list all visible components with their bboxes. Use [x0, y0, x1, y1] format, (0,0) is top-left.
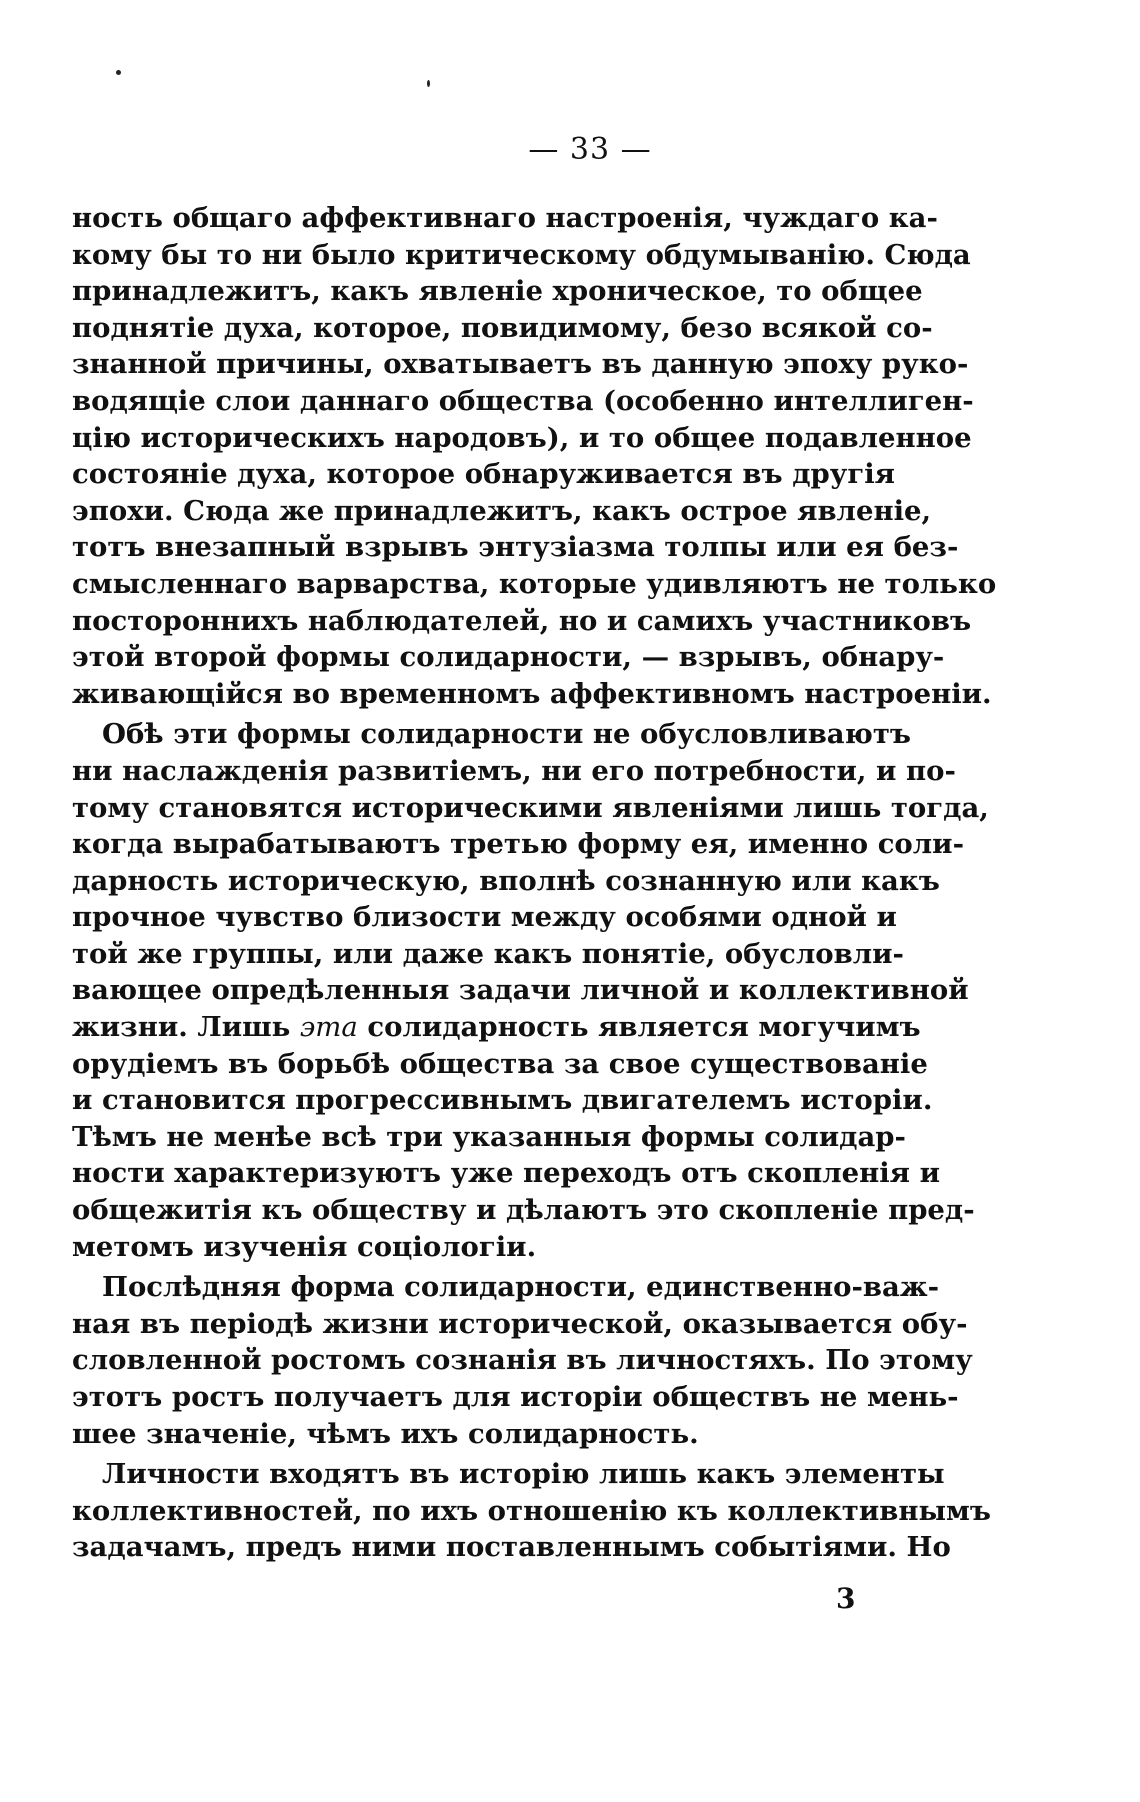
paragraph	[72, 1269, 973, 1452]
page-number: — 33 —	[528, 132, 652, 167]
text-line: задачамъ, предъ ними поставленнымъ событіями. Но	[72, 1531, 951, 1564]
text-line: кому бы то ни было критическому обдумыванію. Сюда	[72, 238, 971, 271]
text-line: цію историческихъ народовъ), и то общее подавленное	[72, 421, 972, 454]
paragraph	[72, 716, 989, 1265]
text-line: орудіемъ въ борьбѣ общества за свое существованіе	[72, 1047, 928, 1080]
text-line: смысленнаго варварства, которые удивляютъ не только	[72, 567, 997, 600]
text-line: состояніе духа, которое обнаруживается въ другія	[72, 458, 895, 491]
text-line: дарность историческую, вполнѣ сознанную или какъ	[72, 864, 940, 897]
text-line: ни наслажденія развитіемъ, ни его потребности, и по-	[72, 754, 956, 787]
text-run: солидарность является могучимъ	[357, 1011, 921, 1044]
text-line: тому становятся историческими явленіями лишь тогда,	[72, 791, 989, 824]
text-line: и становится прогрессивнымъ двигателемъ исторіи.	[72, 1084, 933, 1117]
emphasized-word: эта	[299, 1011, 358, 1044]
text-line: поднятіе духа, которое, повидимому, безо всякой со-	[72, 311, 933, 344]
text-line: Послѣдняя форма солидарности, единственно-важ-	[102, 1271, 940, 1304]
text-line: этотъ ростъ получаетъ для исторіи обществъ не мень-	[72, 1381, 959, 1413]
text-line: Обѣ эти формы солидарности не обусловливаютъ	[102, 718, 911, 751]
paragraph	[72, 200, 997, 712]
text-line: Личности входятъ въ исторію лишь какъ элементы	[102, 1458, 945, 1491]
text-line: постороннихъ наблюдателей, но и самихъ участниковъ	[72, 604, 972, 637]
text-line: принадлежитъ, какъ явленіе хроническое, то общее	[72, 275, 923, 308]
text-line: живающійся во временномъ аффективномъ настроеніи.	[72, 677, 992, 710]
text-line: той же группы, или даже какъ понятіе, обусловли-	[72, 937, 904, 970]
text-line: ности характеризуютъ уже переходъ отъ скопленія и	[72, 1157, 940, 1190]
text-line: Тѣмъ не менѣе всѣ три указанныя формы солидар-	[72, 1120, 906, 1153]
text-line: тотъ внезапный взрывъ энтузіазма толпы или ея без-	[72, 531, 959, 564]
text-line: коллективностей, по ихъ отношенію къ коллективнымъ	[72, 1494, 992, 1527]
text-line: водящіе слои даннаго общества (особенно интеллиген-	[72, 384, 974, 417]
text-line: ная въ періодѣ жизни исторической, оказывается обу-	[72, 1307, 968, 1340]
text-run: жизни. Лишь	[72, 1011, 300, 1044]
paragraph	[72, 1456, 992, 1566]
text-line: метомъ изученія соціологіи.	[72, 1230, 537, 1263]
text-line: общежитія къ обществу и дѣлаютъ это скопленіе пред-	[72, 1194, 975, 1227]
text-line: этой второй формы солидарности, — взрывъ, обнару-	[72, 641, 945, 674]
text-line: шее значеніе, чѣмъ ихъ солидарность.	[72, 1417, 699, 1450]
text-line: вающее опредѣленныя задачи личной и коллективной	[72, 974, 969, 1007]
text-line: словленной ростомъ сознанія въ личностяхъ. По этому	[72, 1344, 973, 1377]
text-line: знанной причины, охватываетъ въ данную эпоху руко-	[72, 348, 969, 381]
print-speck	[116, 70, 121, 75]
body-text	[72, 200, 997, 1566]
signature-mark: 3	[836, 1582, 856, 1615]
print-speck	[427, 80, 430, 87]
text-line: ность общаго аффективнаго настроенія, чуждаго ка-	[72, 202, 938, 234]
text-line: прочное чувство близости между особями одной и	[72, 901, 897, 934]
text-line: эпохи. Сюда же принадлежитъ, какъ острое явленіе,	[72, 494, 932, 527]
text-line-with-emphasis	[72, 1009, 921, 1046]
text-line: когда вырабатываютъ третью форму ея, именно соли-	[72, 828, 964, 861]
